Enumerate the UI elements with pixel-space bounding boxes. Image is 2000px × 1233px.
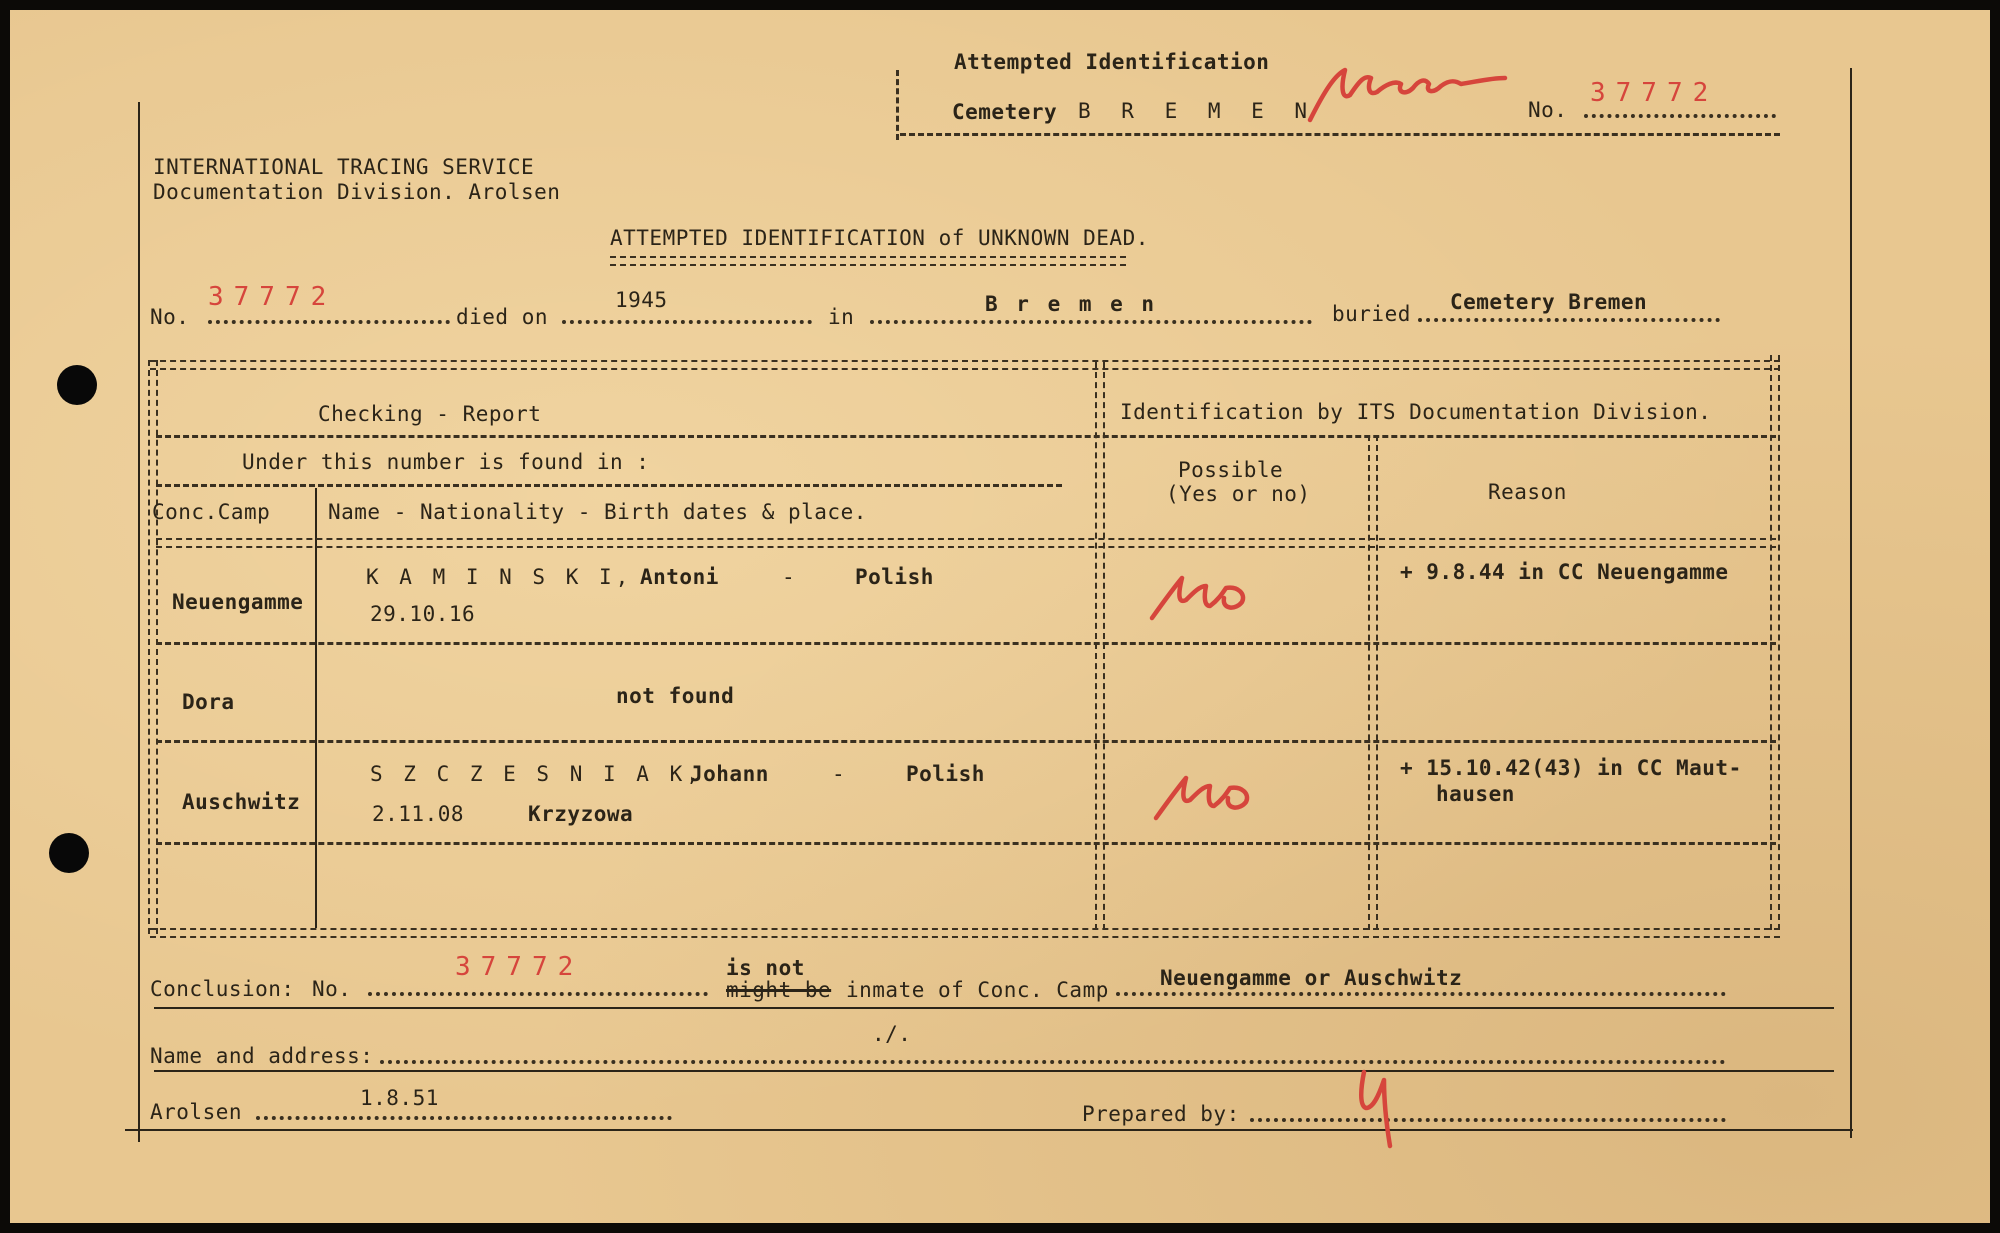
row1-reason-1: + 9.8.44 in CC Neuengamme — [1400, 560, 1729, 584]
conclusion-camp-value: Neuengamme or Auschwitz — [1160, 966, 1463, 990]
record-buried-label: buried — [1332, 302, 1411, 326]
frame-right — [1850, 68, 1852, 1138]
record-no-value: 37772 — [208, 282, 337, 312]
row1-possible-no-handwritten — [1148, 566, 1258, 626]
footer-date-dots — [256, 1116, 672, 1120]
record-died-label: died on — [456, 305, 549, 329]
footer-prepared-dots — [1250, 1118, 1726, 1122]
row1-nationality: Polish — [855, 565, 934, 589]
row1-camp: Neuengamme — [172, 590, 304, 614]
footer-place: Arolsen — [150, 1100, 243, 1124]
row3-birth-place: Krzyzowa — [528, 802, 634, 826]
record-in-label: in — [828, 305, 855, 329]
name-address-label: Name and address: — [150, 1044, 374, 1068]
handwritten-none-annotation — [1305, 50, 1515, 130]
header-box-no-value: 37772 — [1590, 78, 1719, 108]
row3-birth: 2.11.08 — [372, 802, 465, 826]
found-in-subheader: Under this number is found in : — [242, 450, 650, 474]
table-top-border — [150, 360, 1780, 370]
header-box-cemetery-value: B R E M E N — [1078, 99, 1317, 123]
identification-header: Identification by ITS Documentation Division. — [1120, 400, 1712, 424]
column-header-divider — [156, 538, 1776, 548]
conclusion-rule — [154, 1007, 1834, 1009]
col-possible-header-1: Possible — [1178, 458, 1284, 482]
row3-nationality: Polish — [906, 762, 985, 786]
frame-left — [138, 102, 140, 1142]
punch-hole-top — [57, 365, 97, 405]
col-reason-header: Reason — [1488, 480, 1567, 504]
conclusion-struck-might-be: might be — [726, 978, 832, 1002]
frame-bottom — [125, 1129, 1853, 1131]
conclusion-label: Conclusion: — [150, 977, 295, 1001]
row1-birth: 29.10.16 — [370, 602, 476, 626]
name-address-value: ./. — [872, 1022, 912, 1046]
header-box-bottom — [900, 133, 1780, 136]
conclusion-no-value: 37772 — [455, 952, 584, 982]
record-in-value: B r e m e n — [985, 292, 1158, 316]
org-line-2: Documentation Division. Arolsen — [153, 180, 561, 204]
row1-surname: K A M I N S K I, — [366, 565, 633, 589]
col-possible-header-2: (Yes or no) — [1166, 482, 1311, 506]
org-line-1: INTERNATIONAL TRACING SERVICE — [153, 155, 535, 179]
row2-camp: Dora — [182, 690, 235, 714]
col-camp-header: Conc.Camp — [152, 500, 271, 524]
conclusion-is-not: is not — [726, 956, 805, 980]
document-card — [10, 10, 1990, 1223]
record-no-label: No. — [150, 305, 190, 329]
conclusion-no-dots — [368, 992, 708, 996]
row1-dash: - — [782, 565, 796, 589]
header-box-left — [896, 70, 899, 140]
header-box-no-dots — [1584, 114, 1776, 118]
table-bottom-border — [150, 928, 1780, 938]
record-no-dots — [208, 320, 450, 324]
record-buried-dots — [1418, 318, 1720, 322]
table-left-border — [148, 360, 158, 934]
table-camp-divider — [315, 488, 317, 928]
header-row-divider — [156, 435, 1776, 438]
title-underline — [610, 256, 1126, 266]
row3-reason-2: hausen — [1436, 782, 1515, 806]
record-buried-value: Cemetery Bremen — [1450, 290, 1648, 314]
row2-divider — [156, 740, 1776, 743]
header-box-title: Attempted Identification — [954, 50, 1270, 74]
record-died-value: 1945 — [615, 288, 668, 312]
record-died-dots — [562, 320, 812, 324]
row2-not-found: not found — [616, 684, 735, 708]
row3-surname: S Z C Z E S N I A K, — [370, 762, 703, 786]
footer-date-value: 1.8.51 — [360, 1086, 439, 1110]
col-name-header: Name - Nationality - Birth dates & place. — [328, 500, 867, 524]
conclusion-inmate-text: inmate of Conc. Camp — [846, 978, 1109, 1002]
table-reason-divider — [1368, 435, 1378, 930]
row1-divider — [156, 642, 1776, 645]
record-in-dots — [870, 320, 1312, 324]
name-address-dots — [380, 1060, 1726, 1064]
row3-dash: - — [832, 762, 846, 786]
row3-possible-no-handwritten — [1152, 766, 1262, 826]
row3-reason-1: + 15.10.42(43) in CC Maut- — [1400, 756, 1742, 780]
prepared-by-signature — [1350, 1062, 1430, 1152]
row3-first-name: Johann — [690, 762, 769, 786]
subheader-divider — [156, 484, 1062, 487]
header-box-no-label: No. — [1528, 98, 1568, 122]
checking-report-header: Checking - Report — [318, 402, 542, 426]
row1-first-name: Antoni — [640, 565, 719, 589]
row3-camp: Auschwitz — [182, 790, 301, 814]
name-address-rule — [154, 1070, 1834, 1072]
punch-hole-bottom — [49, 833, 89, 873]
row3-divider — [156, 842, 1776, 845]
footer-prepared-label: Prepared by: — [1082, 1102, 1240, 1126]
conclusion-no-label: No. — [312, 977, 352, 1001]
document-title: ATTEMPTED IDENTIFICATION of UNKNOWN DEAD. — [610, 226, 1149, 250]
conclusion-camp-dots — [1116, 992, 1726, 996]
header-box-cemetery-label: Cemetery — [952, 100, 1058, 124]
